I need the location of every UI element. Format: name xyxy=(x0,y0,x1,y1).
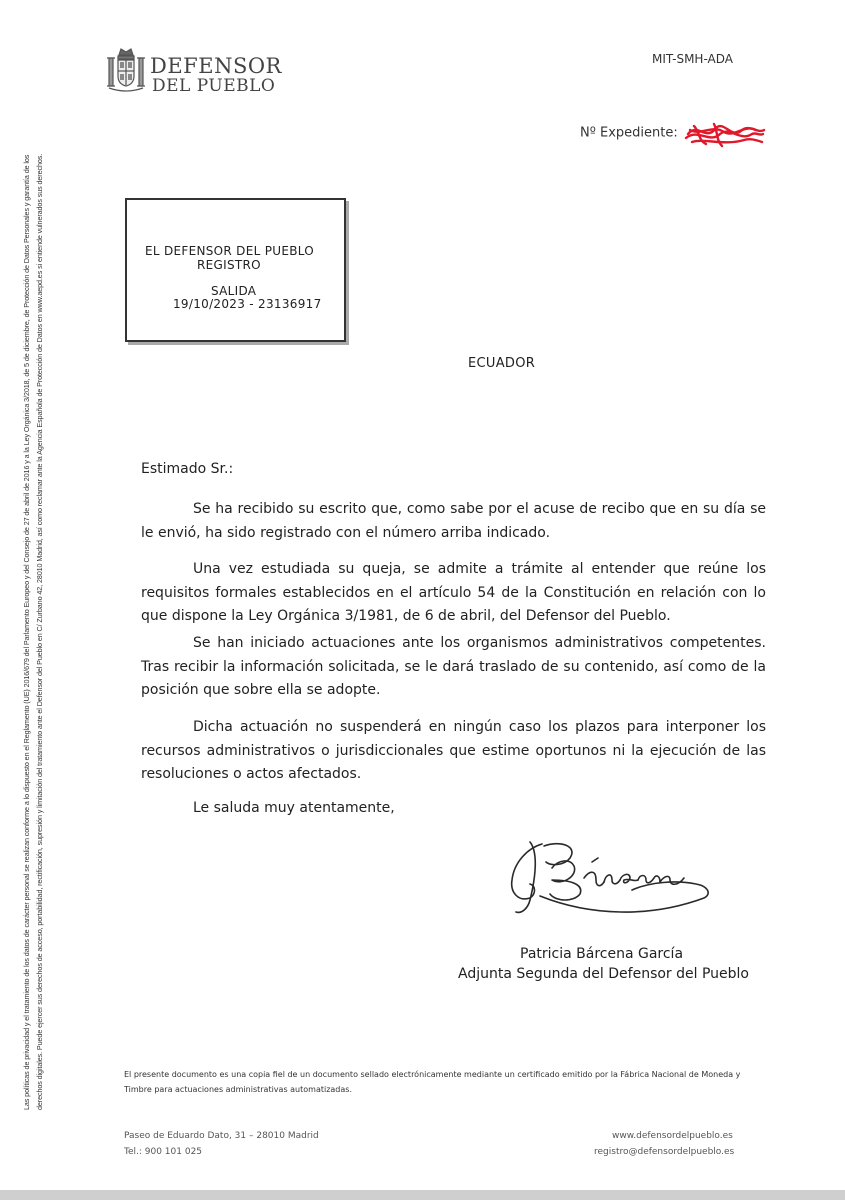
letter-paragraph-1: Se ha recibido su escrito que, como sabe por el acuse de recibo que en su día se le envió, ha sido registrado con el número arriba indicado. xyxy=(141,501,766,541)
letter-closing: Le saluda muy atentamente, xyxy=(193,800,395,816)
logo-title-line1: DEFENSOR xyxy=(150,54,282,78)
data-protection-legal-notice: Las políticas de privacidad y el tratamiento de los datos de carácter personal se realizan conforme a lo dispuesto en el Reglamento (UE) 2016/679 del Parlamento Europeo y del Consejo de 27 de abril de 2016 y a la Ley Orgánica 3/2018, de 5 de diciembre, de Protección de Datos Personales y garantía de los derechos digitales. Puede ejercer sus derechos de acceso, portabilidad, rectificación, supresión y limitación del tratamiento ante el Defensor del Pueblo en C/ Zurbano 42, 28010 Madrid, así como reclamar ante la Agencia Española de Protección de Datos en www.aepd.es si entiende vulnerados sus derechos. xyxy=(22,153,45,1110)
expediente-field xyxy=(580,118,766,148)
institution-logo xyxy=(106,46,286,100)
expediente-label: Nº Expediente: xyxy=(580,125,678,141)
registry-stamp xyxy=(125,198,346,342)
redacted-expediente-number xyxy=(684,118,766,148)
stamp-line-institution: EL DEFENSOR DEL PUEBLO xyxy=(145,244,315,258)
letter-paragraph-2: Una vez estudiada su queja, se admite a trámite al entender que reúne los requisitos formales establecidos en el artículo 54 de la Constitución en relación con lo que dispone la Ley Orgánica 3/1981, de 6 de abril, del Defensor del Pueblo. xyxy=(141,561,766,624)
coat-of-arms-icon xyxy=(106,46,146,96)
reference-code: MIT-SMH-ADA xyxy=(652,52,733,66)
logo-title-line2: DEL PUEBLO xyxy=(152,76,276,96)
signer-title: Adjunta Segunda del Defensor del Pueblo xyxy=(458,966,749,982)
handwritten-signature xyxy=(500,836,715,932)
letter-greeting: Estimado Sr.: xyxy=(141,461,234,477)
electronic-seal-footnote: El presente documento es una copia fiel de un documento sellado electrónicamente mediante un certificado emitido por la Fábrica Nacional de Moneda y Timbre para actuaciones administrativas automatizadas. xyxy=(124,1070,741,1094)
letter-paragraph-3: Se han iniciado actuaciones ante los organismos administrativos competentes. Tras recibir la información solicitada, se le dará traslado de su contenido, así como de la posición que sobre ella se adopte. xyxy=(141,635,766,698)
footer-email-link[interactable]: registro@defensordelpueblo.es xyxy=(594,1147,735,1157)
stamp-line-date-number: 19/10/2023 - 23136917 xyxy=(173,297,322,311)
signer-name: Patricia Bárcena García xyxy=(520,946,684,962)
scan-bottom-edge xyxy=(0,1190,845,1200)
stamp-line-registry: REGISTRO xyxy=(197,258,261,272)
recipient-country: ECUADOR xyxy=(468,356,536,371)
stamp-line-salida: SALIDA xyxy=(211,284,257,298)
footer-address: Paseo de Eduardo Dato, 31 – 28010 Madrid xyxy=(124,1131,319,1141)
footer-website-link[interactable]: www.defensordelpueblo.es xyxy=(612,1131,733,1141)
footer-phone: Tel.: 900 101 025 xyxy=(124,1147,203,1157)
letter-paragraph-4: Dicha actuación no suspenderá en ningún caso los plazos para interponer los recursos administrativos o jurisdiccionales que estime oportunos ni la ejecución de las resoluciones o actos afectados. xyxy=(141,719,766,782)
